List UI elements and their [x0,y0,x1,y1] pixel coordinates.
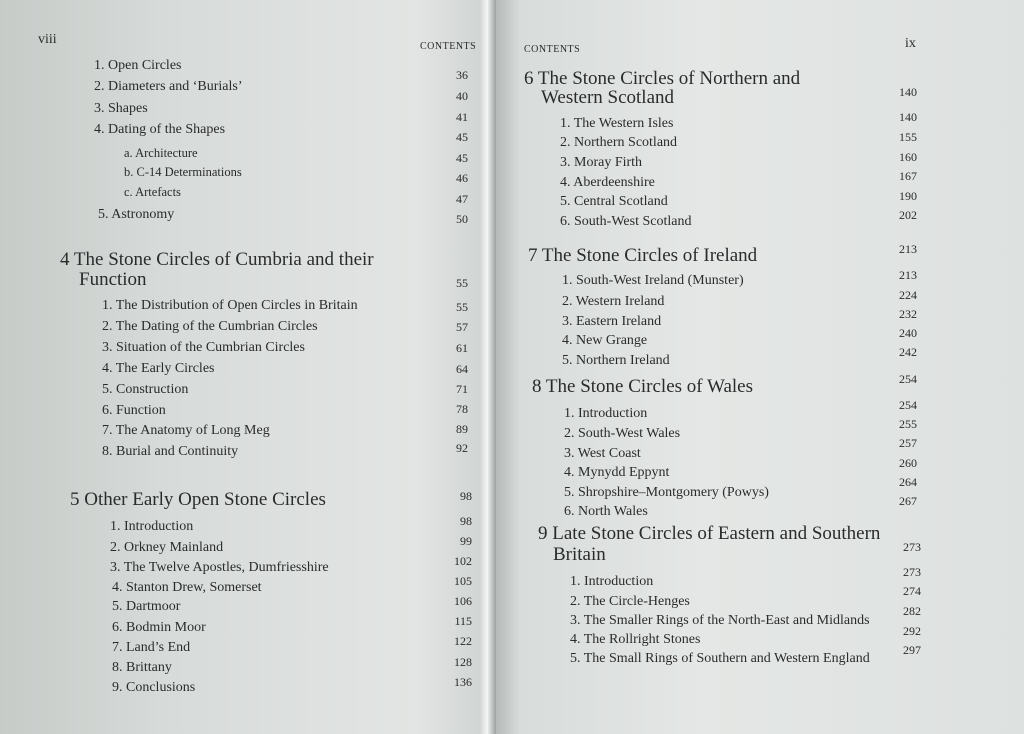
toc-entry: 5. Shropshire–Montgomery (Powys) [564,485,769,500]
chapter-title-line1: 4 The Stone Circles of Cumbria and their [60,249,374,270]
toc-page-number: 255 [899,417,917,431]
toc-entry: 5. Astronomy [98,207,175,222]
right-page [488,0,1024,734]
toc-entry: 4. Stanton Drew, Somerset [112,580,262,595]
toc-entry: 6. Function [102,403,166,418]
toc-entry: 7. The Anatomy of Long Meg [102,423,270,438]
toc-page-number: 40 [456,89,468,103]
toc-entry: 4. New Grange [562,333,648,348]
toc-entry: 4. The Early Circles [102,361,215,376]
toc-entry: 8. Burial and Continuity [102,444,239,459]
toc-page-number: 190 [899,189,917,203]
toc-page-number: 240 [899,326,917,340]
toc-page-number: 89 [456,422,468,436]
toc-entry: 4. Dating of the Shapes [94,122,226,137]
toc-subentry: b. C-14 Determinations [124,165,242,179]
toc-page-number: 242 [899,345,917,359]
toc-entry: 5. Dartmoor [112,599,181,614]
toc-entry: 3. Eastern Ireland [562,314,662,329]
toc-subentry: c. Artefacts [124,185,181,199]
toc-entry: 1. The Western Isles [560,116,674,131]
toc-page-number: 57 [456,320,468,334]
toc-entry: 3. Situation of the Cumbrian Circles [102,340,305,355]
toc-page-number: 55 [456,300,468,314]
toc-page-number: 297 [903,643,921,657]
toc-entry: 6. South-West Scotland [560,214,692,229]
chapter-title-line2: Function [79,269,147,290]
toc-page-number: 98 [460,514,472,528]
toc-page-number: 282 [903,604,921,618]
toc-entry: 6. Bodmin Moor [112,620,206,635]
toc-page-number: 61 [456,341,468,355]
toc-page-number: 71 [456,382,468,396]
toc-entry: 4. The Rollright Stones [570,632,701,647]
toc-entry: 2. Diameters and ‘Burials’ [94,79,243,94]
chapter-page-number: 55 [456,276,468,290]
toc-page-number: 167 [899,169,917,183]
chapter-page-number: 98 [460,489,472,503]
toc-page-number: 45 [456,130,468,144]
toc-page-number: 106 [454,594,472,608]
chapter-title-line1: 6 The Stone Circles of Northern and [524,68,801,89]
toc-entry: 4. Aberdeenshire [560,175,655,190]
toc-entry: 2. Northern Scotland [560,135,678,150]
chapter-title-line2: Britain [553,544,606,565]
toc-entry: 1. Introduction [564,406,648,421]
chapter-title-line1: 9 Late Stone Circles of Eastern and Southern [538,523,881,544]
toc-page-number: 202 [899,208,917,222]
toc-entry: 3. Moray Firth [560,155,643,170]
toc-page-number: 47 [456,192,468,206]
page-number-right: ix [905,36,916,51]
toc-entry: 5. Central Scotland [560,194,668,209]
running-head-right: CONTENTS [524,44,581,55]
toc-entry: 5. Northern Ireland [562,353,670,368]
toc-subentry: a. Architecture [124,146,198,160]
toc-entry: 4. Mynydd Eppynt [564,465,670,480]
toc-page-number: 160 [899,150,917,164]
chapter-title-line2: Western Scotland [541,87,675,108]
left-page [0,0,488,734]
toc-page-number: 136 [454,675,472,689]
toc-page-number: 115 [454,614,472,628]
page-number-left: viii [38,32,57,47]
toc-page-number: 140 [899,110,917,124]
toc-page-number: 122 [454,634,472,648]
toc-entry: 2. The Circle-Henges [570,594,690,609]
toc-entry: 7. Land’s End [112,640,191,655]
toc-page-number: 105 [454,574,472,588]
toc-page-number: 99 [460,534,472,548]
toc-page-number: 254 [899,398,917,412]
toc-entry: 1. The Distribution of Open Circles in Britain [102,298,358,313]
toc-entry: 1. Introduction [570,574,654,589]
book-gutter [480,0,496,734]
toc-page-number: 292 [903,624,921,638]
toc-page-number: 50 [456,212,468,226]
chapter-title: 8 The Stone Circles of Wales [532,376,753,397]
toc-page-number: 257 [899,436,917,450]
chapter-title: 7 The Stone Circles of Ireland [528,245,758,266]
chapter-page-number: 273 [903,540,921,554]
toc-page-number: 78 [456,402,468,416]
toc-page-number: 213 [899,268,917,282]
toc-entry: 5. The Small Rings of Southern and Western England [570,651,870,666]
toc-entry: 2. The Dating of the Cumbrian Circles [102,319,318,334]
toc-page-number: 128 [454,655,472,669]
toc-entry: 3. Shapes [94,101,148,116]
toc-entry: 6. North Wales [564,504,648,519]
toc-entry: 3. West Coast [564,446,641,461]
toc-page-number: 260 [899,456,917,470]
chapter-page-number: 254 [899,372,917,386]
toc-entry: 3. The Twelve Apostles, Dumfriesshire [110,560,329,575]
toc-entry: 3. The Smaller Rings of the North-East and Midlands [570,613,870,628]
toc-page-number: 45 [456,151,468,165]
toc-page-number: 102 [454,554,472,568]
toc-entry: 8. Brittany [112,660,172,675]
toc-page-number: 155 [899,130,917,144]
chapter-title: 5 Other Early Open Stone Circles [70,489,326,510]
toc-entry: 2. Orkney Mainland [110,540,224,555]
toc-entry: 1. Introduction [110,519,194,534]
toc-entry: 2. South-West Wales [564,426,681,441]
toc-page-number: 64 [456,362,468,376]
toc-page-number: 46 [456,171,468,185]
chapter-page-number: 140 [899,85,917,99]
toc-page-number: 273 [903,565,921,579]
toc-page-number: 92 [456,441,468,455]
toc-page-number: 224 [899,288,917,302]
toc-page-number: 274 [903,584,921,598]
running-head-left: CONTENTS [420,41,477,52]
toc-entry: 1. Open Circles [94,58,182,73]
toc-page-number: 36 [456,68,468,82]
chapter-page-number: 213 [899,242,917,256]
toc-entry: 9. Conclusions [112,680,196,695]
toc-entry: 2. Western Ireland [562,294,665,309]
toc-page-number: 232 [899,307,917,321]
toc-entry: 1. South-West Ireland (Munster) [562,273,744,288]
toc-page-number: 41 [456,110,468,124]
toc-entry: 5. Construction [102,382,189,397]
toc-page-number: 267 [899,494,917,508]
toc-page-number: 264 [899,475,917,489]
